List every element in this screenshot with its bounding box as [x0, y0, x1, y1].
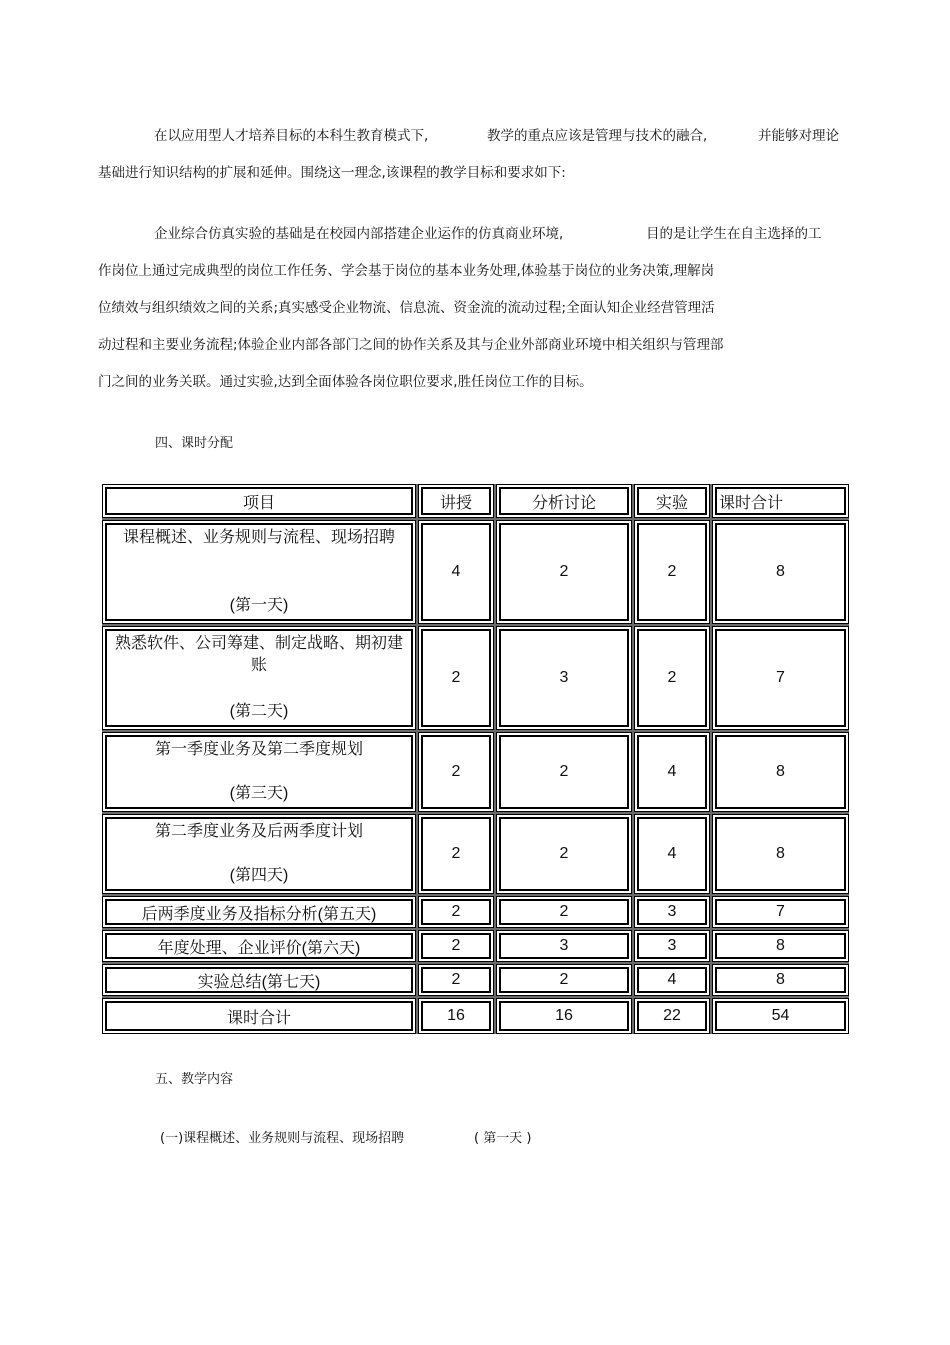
- table-row-3-experiment: 4: [634, 732, 710, 812]
- table-row-5-total: 7: [712, 896, 849, 928]
- table-row-2-day: (第二天): [229, 703, 289, 720]
- section-5-subheading-1-day: ( 第一天 ): [474, 1131, 532, 1146]
- table-row-1-item-text: 课程概述、业务规则与流程、现场招聘: [122, 529, 395, 546]
- table-row-5-lecture: 2: [418, 896, 494, 928]
- section-5-heading: 五、教学内容: [155, 1072, 234, 1087]
- table-row-5-item: 后两季度业务及指标分析(第五天): [102, 896, 416, 928]
- table-row-total-lecture: 16: [418, 998, 494, 1034]
- table-row-1-item: [102, 520, 416, 624]
- table-row-3-item: [102, 732, 416, 812]
- table-row-total-item: 课时合计: [102, 998, 416, 1034]
- table-header-item: 项目: [102, 484, 416, 518]
- table-row-4-lecture: 2: [418, 814, 494, 894]
- table-row-4-item-text: 第二季度业务及后两季度计划: [154, 823, 363, 840]
- table-row-7-experiment: 4: [634, 964, 710, 996]
- table-row-5-experiment: 3: [634, 896, 710, 928]
- table-row-4-discussion: 2: [496, 814, 632, 894]
- table-row-2-experiment: 2: [634, 626, 710, 730]
- table-row-6-item: 年度处理、企业评价(第六天): [102, 930, 416, 962]
- table-row-6-discussion: 3: [496, 930, 632, 962]
- table-row-4-total: 8: [712, 814, 849, 894]
- table-row-1-lecture: 4: [418, 520, 494, 624]
- table-row-7-lecture: 2: [418, 964, 494, 996]
- paragraph-2-line-5: 门之间的业务关联。通过实验,达到全面体验各岗位职位要求,胜任岗位工作的目标。: [98, 374, 593, 390]
- table-row-6-lecture: 2: [418, 930, 494, 962]
- section-4-heading: 四、课时分配: [155, 436, 234, 451]
- paragraph-1-line-1-part-a: 在以应用型人才培养目标的本科生教育模式下,: [154, 128, 429, 144]
- paragraph-2-line-1-part-a: 企业综合仿真实验的基础是在校园内部搭建企业运作的仿真商业环境,: [154, 226, 564, 242]
- table-row-1-discussion: 2: [496, 520, 632, 624]
- table-row-3-discussion: 2: [496, 732, 632, 812]
- table-row-6-total: 8: [712, 930, 849, 962]
- table-row-7-total: 8: [712, 964, 849, 996]
- paragraph-2-line-3: 位绩效与组织绩效之间的关系;真实感受企业物流、信息流、资金流的流动过程;全面认知企业经营管理活: [98, 300, 715, 316]
- paragraph-2-line-1-part-b: 目的是让学生在自主选择的工: [646, 226, 822, 242]
- table-row-4-day: (第四天): [229, 867, 289, 884]
- table-row-total-total: 54: [712, 998, 849, 1034]
- table-row-3-day: (第三天): [229, 785, 289, 802]
- table-row-2-item: [102, 626, 416, 730]
- table-row-3-lecture: 2: [418, 732, 494, 812]
- paragraph-1-line-2: 基础进行知识结构的扩展和延伸。围绕这一理念,该课程的教学目标和要求如下:: [98, 165, 566, 181]
- table-row-1-experiment: 2: [634, 520, 710, 624]
- table-row-2-total: 7: [712, 626, 849, 730]
- paragraph-1-line-1-part-c: 并能够对理论: [758, 128, 839, 144]
- table-row-5-discussion: 2: [496, 896, 632, 928]
- table-row-3-total: 8: [712, 732, 849, 812]
- table-header-experiment: 实验: [634, 484, 710, 518]
- table-header-total: [712, 484, 849, 518]
- table-row-2-discussion: 3: [496, 626, 632, 730]
- table-row-2-lecture: 2: [418, 626, 494, 730]
- table-row-1-day: (第一天): [229, 597, 289, 614]
- paragraph-2-line-2: 作岗位上通过完成典型的岗位工作任务、学会基于岗位的基本业务处理,体验基于岗位的业务决策,理解岗: [98, 263, 715, 279]
- hours-allocation-table: [102, 484, 849, 1034]
- section-5-subheading-1-label: (一)课程概述、业务规则与流程、现场招聘: [160, 1131, 405, 1146]
- table-header-lecture: 讲授: [418, 484, 494, 518]
- table-row-7-item: 实验总结(第七天): [102, 964, 416, 996]
- table-row-7-discussion: 2: [496, 964, 632, 996]
- table-row-4-item: [102, 814, 416, 894]
- paragraph-1-line-1-part-b: 教学的重点应该是管理与技术的融合,: [487, 128, 708, 144]
- table-header-discussion: 分析讨论: [496, 484, 632, 518]
- paragraph-2-line-4: 动过程和主要业务流程;体验企业内部各部门之间的协作关系及其与企业外部商业环境中相关组织与管理部: [98, 337, 724, 353]
- table-header-total-text: 课时合计: [719, 492, 784, 512]
- table-row-2-item-text: 熟悉软件、公司筹建、制定战略、期初建账: [114, 635, 403, 674]
- table-row-1-total: 8: [712, 520, 849, 624]
- table-row-3-item-text: 第一季度业务及第二季度规划: [154, 741, 363, 758]
- table-row-4-experiment: 4: [634, 814, 710, 894]
- table-row-6-experiment: 3: [634, 930, 710, 962]
- table-row-total-experiment: 22: [634, 998, 710, 1034]
- table-row-total-discussion: 16: [496, 998, 632, 1034]
